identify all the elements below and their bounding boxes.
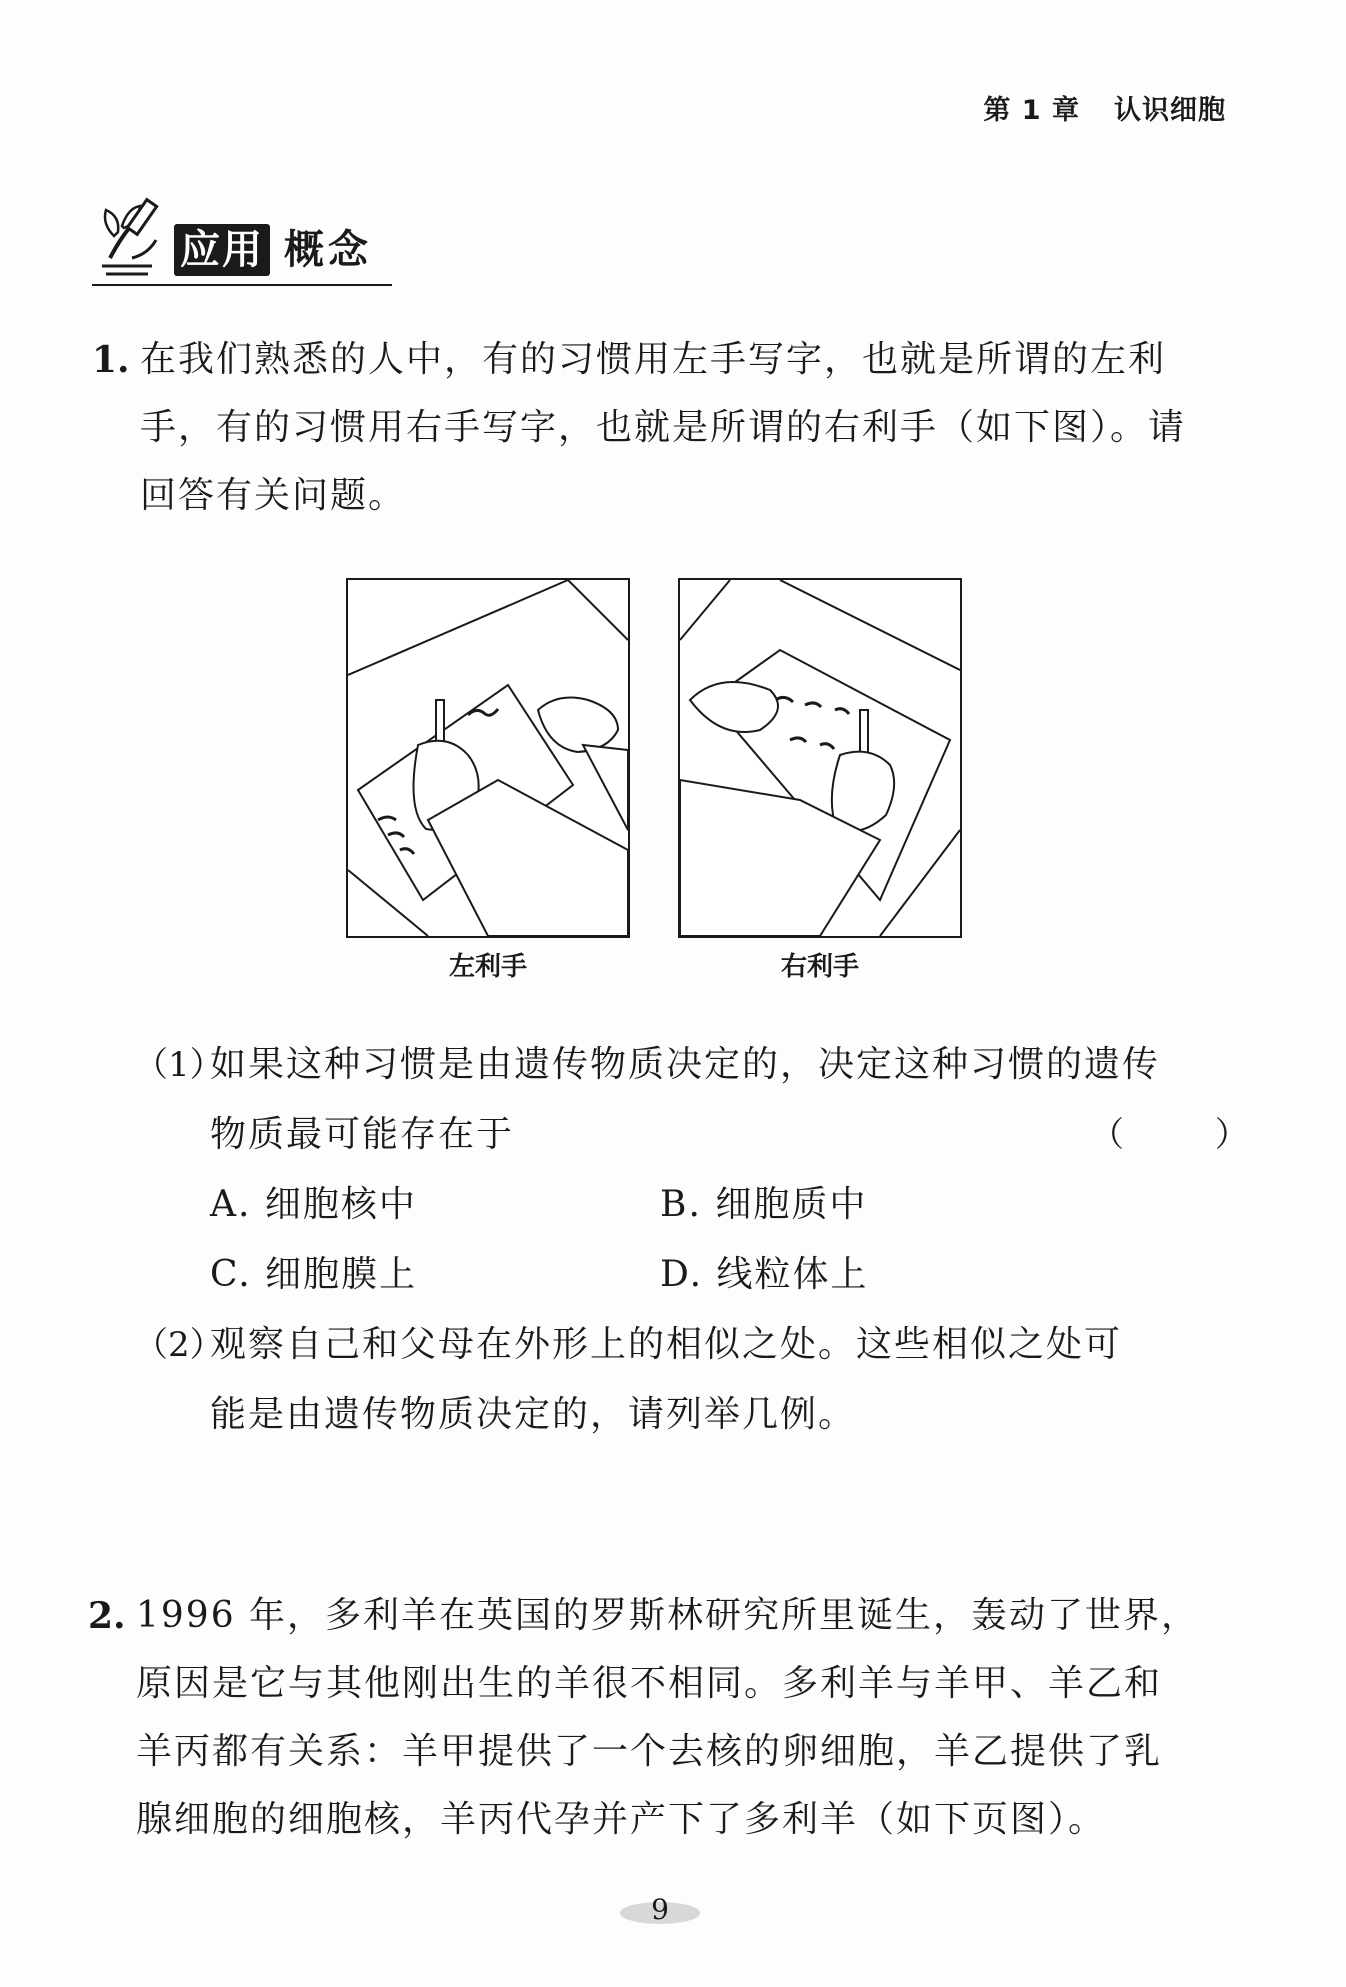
question-1-number: 1. xyxy=(92,339,130,381)
answer-blank: （ ） xyxy=(1090,1115,1289,1155)
sub-question-2-line-2: 能是由遗传物质决定的，请列举几例。 xyxy=(210,1394,857,1435)
chapter-number: 第 1 章 xyxy=(983,95,1080,126)
question-2-line-4: 腺细胞的细胞核，羊丙代孕并产下了多利羊（如下页图）。 xyxy=(136,1799,1107,1840)
left-handed-illustration xyxy=(346,578,630,938)
question-2-line-2: 原因是它与其他刚出生的羊很不相同。多利羊与羊甲、羊乙和 xyxy=(136,1663,1163,1704)
question-2-line-1: 1996 年，多利羊在英国的罗斯林研究所里诞生，轰动了世界， xyxy=(136,1595,1200,1636)
option-c: C. 细胞膜上 xyxy=(210,1254,418,1295)
section-title-boxed: 应用 xyxy=(174,224,270,276)
right-handed-caption: 右利手 xyxy=(780,952,859,982)
page-header xyxy=(983,88,1226,127)
left-handed-caption: 左利手 xyxy=(448,952,527,982)
option-b: B. 细胞质中 xyxy=(660,1184,868,1225)
option-d: D. 线粒体上 xyxy=(660,1254,869,1295)
question-1-line-3: 回答有关问题。 xyxy=(140,475,407,516)
chapter-title: 认识细胞 xyxy=(1114,95,1226,126)
sub-question-1-line-2: 物质最可能存在于 xyxy=(210,1114,515,1155)
microscope-plant-icon xyxy=(92,196,170,280)
option-a: A. 细胞核中 xyxy=(210,1184,417,1225)
section-underline xyxy=(92,284,392,286)
question-1-line-1: 在我们熟悉的人中，有的习惯用左手写字，也就是所谓的左利 xyxy=(140,339,1167,380)
sub-question-1-line-1: 如果这种习惯是由遗传物质决定的，决定这种习惯的遗传 xyxy=(210,1044,1161,1085)
sub-question-1-label: （1） xyxy=(134,1045,224,1085)
section-heading xyxy=(92,190,392,290)
page-number xyxy=(620,1890,700,1930)
page-number-text: 9 xyxy=(651,1893,669,1926)
question-2-number: 2. xyxy=(88,1595,126,1637)
sub-question-2-line-1: 观察自己和父母在外形上的相似之处。这些相似之处可 xyxy=(210,1324,1123,1365)
right-handed-illustration xyxy=(678,578,962,938)
sub-question-2-label: （2） xyxy=(134,1325,224,1365)
handedness-figure xyxy=(346,578,962,988)
section-title-plain: 概念 xyxy=(284,227,372,273)
question-1-line-2: 手，有的习惯用右手写字，也就是所谓的右利手（如下图）。请 xyxy=(140,407,1187,448)
question-2-line-3: 羊丙都有关系：羊甲提供了一个去核的卵细胞，羊乙提供了乳 xyxy=(136,1731,1163,1772)
